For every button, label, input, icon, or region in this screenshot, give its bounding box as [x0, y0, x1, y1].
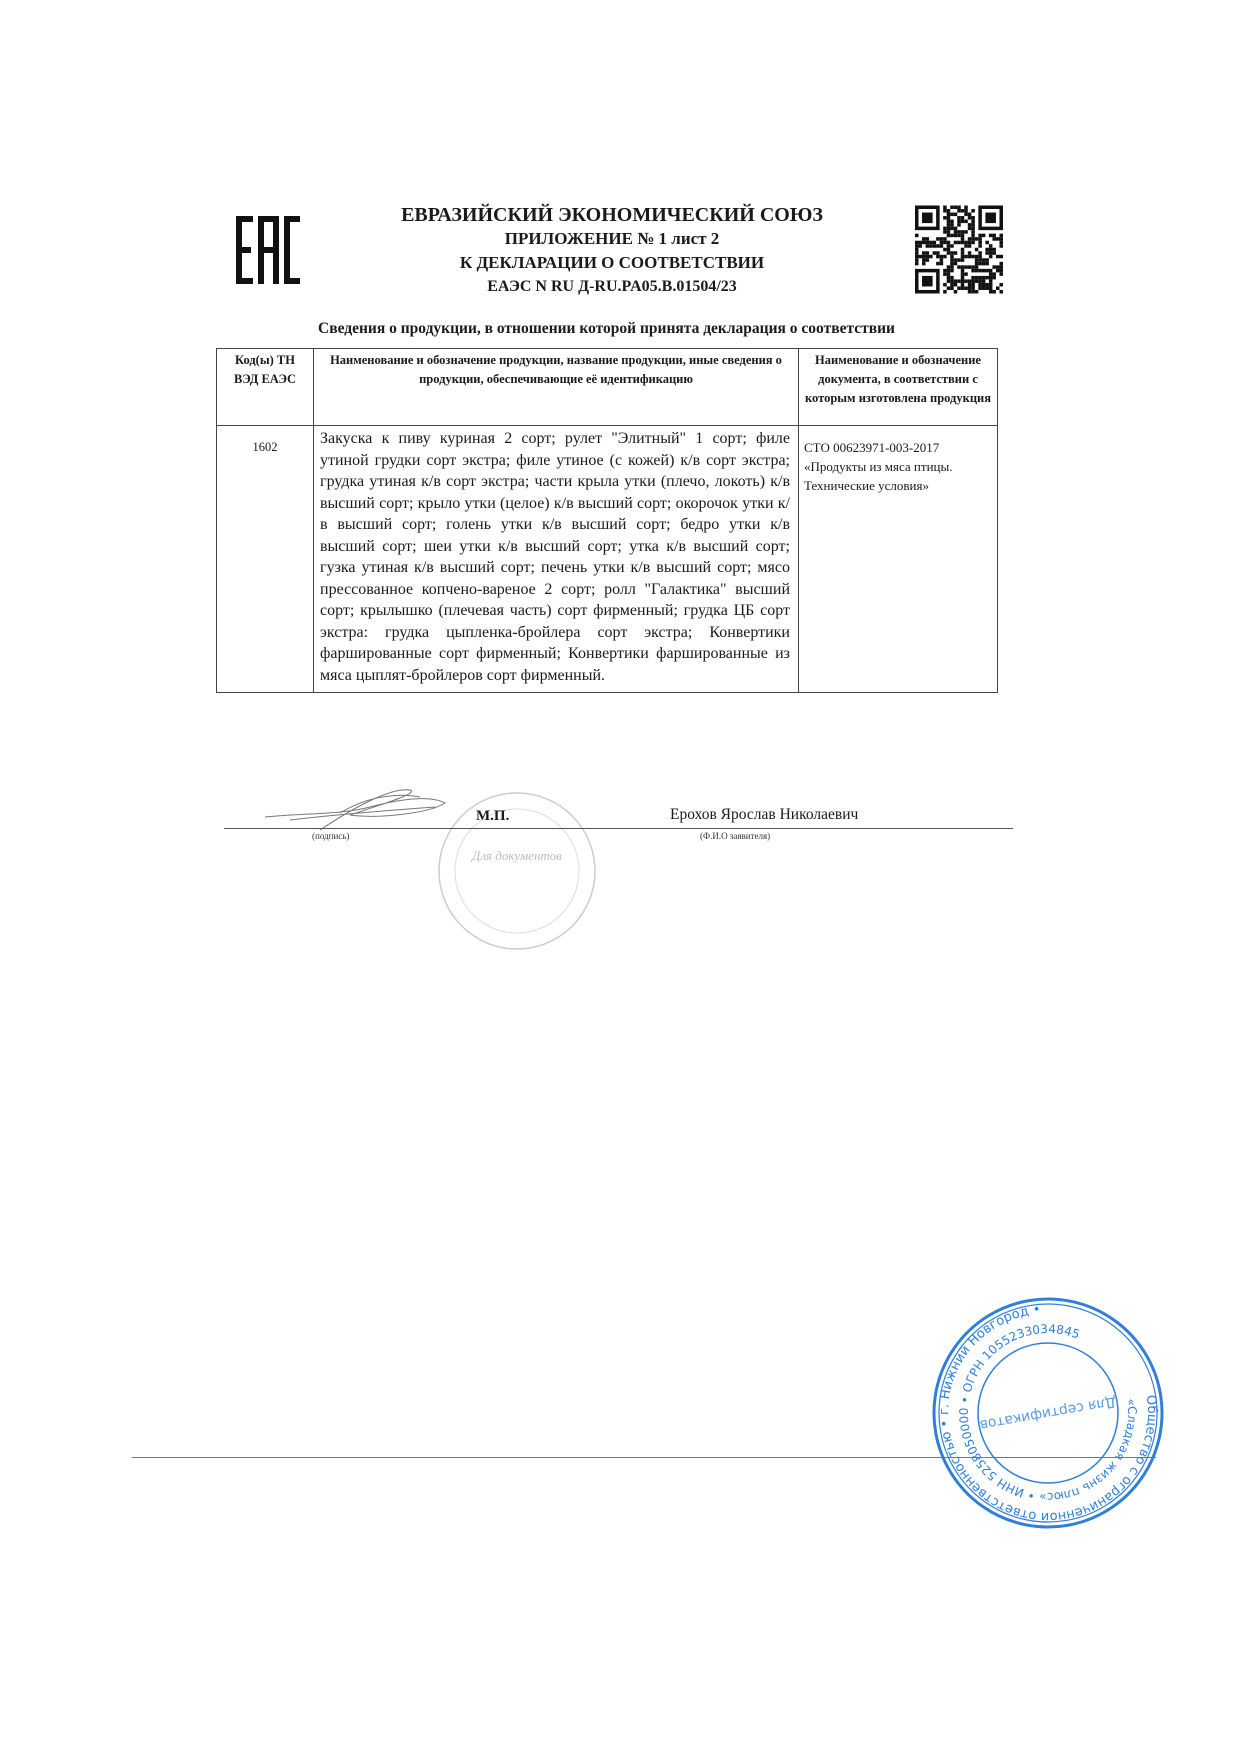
standard-name: «Продукты из мяса птицы. Технические условия» — [804, 459, 953, 493]
stamp-center-text: Для сертификатов — [978, 1393, 1118, 1433]
stamp-inner-text: «Сладкая жизнь плюс» • ИНН 5258050000 • ОГРН 1055233034845 — [956, 1321, 1140, 1505]
cell-code: 1602 — [217, 426, 314, 693]
company-stamp — [930, 1295, 1166, 1531]
signature-line — [224, 828, 1013, 829]
section-title: Сведения о продукции, в отношении которой принята декларация о соответствии — [318, 320, 895, 337]
faint-seal-text: Для документов — [472, 848, 562, 863]
header-standard: Наименование и обозначение документа, в соответствии с которым изготовлена продукция — [799, 349, 998, 426]
cell-standard — [799, 426, 998, 693]
declaration-subtitle: К ДЕКЛАРАЦИИ О СООТВЕТСТВИИ — [459, 253, 765, 272]
eac-logo — [236, 216, 300, 284]
applicant-name: Ерохов Ярослав Николаевич — [670, 806, 859, 823]
seal-mark: М.П. — [476, 808, 510, 824]
standard-code: СТО 00623971-003-2017 — [804, 440, 940, 455]
table-header-row — [217, 349, 998, 426]
declaration-number: ЕАЭС N RU Д-RU.PA05.B.01504/23 — [487, 278, 737, 295]
header-description: Наименование и обозначение продукции, название продукции, иные сведения о продукции, обеспечивающие её идентификацию — [314, 349, 799, 426]
table-row — [217, 426, 998, 693]
products-table — [216, 348, 998, 693]
header-code: Код(ы) ТН ВЭД ЕАЭС — [217, 349, 314, 426]
stamp-outer-text: Общество с ограниченной ответственностью • г. Нижний Новгород • — [936, 1302, 1160, 1525]
qr-code-icon — [915, 205, 1003, 294]
cell-description: Закуска к пиву куриная 2 сорт; рулет "Элитный" 1 сорт; филе утиной грудки сорт экстра; филе утиное (с кожей) к/в сорт экстра; грудка утиная к/в сорт экстра; части крыла утки (плечо, локоть) к/в высший сорт; крыло утки (целое) к/в высший сорт; окорочок утки к/в высший сорт; голень утки к/в высший сорт; бедро утки к/в высший сорт; шеи утки к/в высший сорт; утка к/в высший сорт; гузка утиная к/в высший сорт; печень утки к/в высший сорт; мясо прессованное копчено-вареное 2 сорт; ролл "Галактика" высший сорт; крылышко (плечевая часть) сорт фирменный; грудка ЦБ сорт экстра: грудка цыпленка-бройлера сорт экстра; Конвертики фаршированные сорт фирменный; Конвертики фаршированные из мяса цыплят-бройлеров сорт фирменный. — [314, 426, 799, 693]
signature-caption: (подпись) — [312, 831, 350, 841]
applicant-caption: (Ф.И.О заявителя) — [700, 831, 771, 841]
union-title: ЕВРАЗИЙСКИЙ ЭКОНОМИЧЕСКИЙ СОЮЗ — [401, 204, 823, 226]
appendix-title: ПРИЛОЖЕНИЕ № 1 лист 2 — [504, 229, 720, 248]
faint-seal — [436, 790, 598, 952]
document-header — [380, 203, 844, 299]
